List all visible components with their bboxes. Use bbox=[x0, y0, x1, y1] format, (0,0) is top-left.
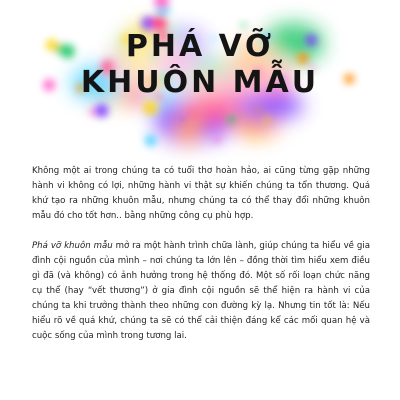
powder-splash bbox=[145, 135, 156, 146]
powder-splash bbox=[241, 23, 246, 28]
powder-cloud bbox=[174, 113, 202, 145]
paragraph-journey bbox=[32, 239, 370, 344]
powder-splash bbox=[95, 104, 108, 117]
book-description bbox=[32, 164, 370, 359]
book-title-line-1: PHÁ VỠ bbox=[125, 29, 275, 64]
powder-splash bbox=[264, 117, 270, 123]
powder-splash bbox=[143, 100, 158, 115]
cover-art bbox=[0, 0, 400, 160]
book-title-line-2: KHUÔN MẪU bbox=[80, 65, 320, 100]
paragraph-intro: Không một ai trong chúng ta có tuổi thơ hoàn hảo, ai cũng từng gặp những hành vi không có lợi, những hành vi thật sự khiến chúng ta tổn thương. Quá khứ tạo ra những khuôn mẫu, nhưng chúng ta có thể thay đổi những khuôn mẫu đó cho tốt hơn.. bằng những công cụ phù hợp. bbox=[32, 166, 370, 221]
powder-splash bbox=[257, 107, 262, 112]
book-title-italic: Phá vỡ khuôn mẫu bbox=[32, 241, 113, 251]
powder-splash bbox=[227, 115, 235, 123]
powder-splash bbox=[188, 109, 193, 114]
powder-splash bbox=[180, 116, 185, 121]
powder-splash bbox=[214, 137, 220, 143]
paragraph-journey-text: mở ra một hành trình chữa lành, giúp chúng ta hiểu về gia đình cội nguồn của mình – nơi chúng ta lớn lên – đồng thời tìm hiểu xem điều gì đã (và không) có ảnh hưởng trong hệ thống đó. Một số rối loạn chức năng cụ thể (hay “vết thương”) ở gia đình cội nguồn sẽ thể hiện ra hành vi của chúng ta khi trưởng thành theo những con đường kỳ lạ. Nhưng tin tốt là: Nếu hiểu rõ về quá khứ, chúng ta sẽ có thể cải thiện đáng kể các mối quan hệ và cuộc sống của mình trong tương lai. bbox=[32, 241, 371, 341]
powder-splash bbox=[89, 109, 95, 115]
